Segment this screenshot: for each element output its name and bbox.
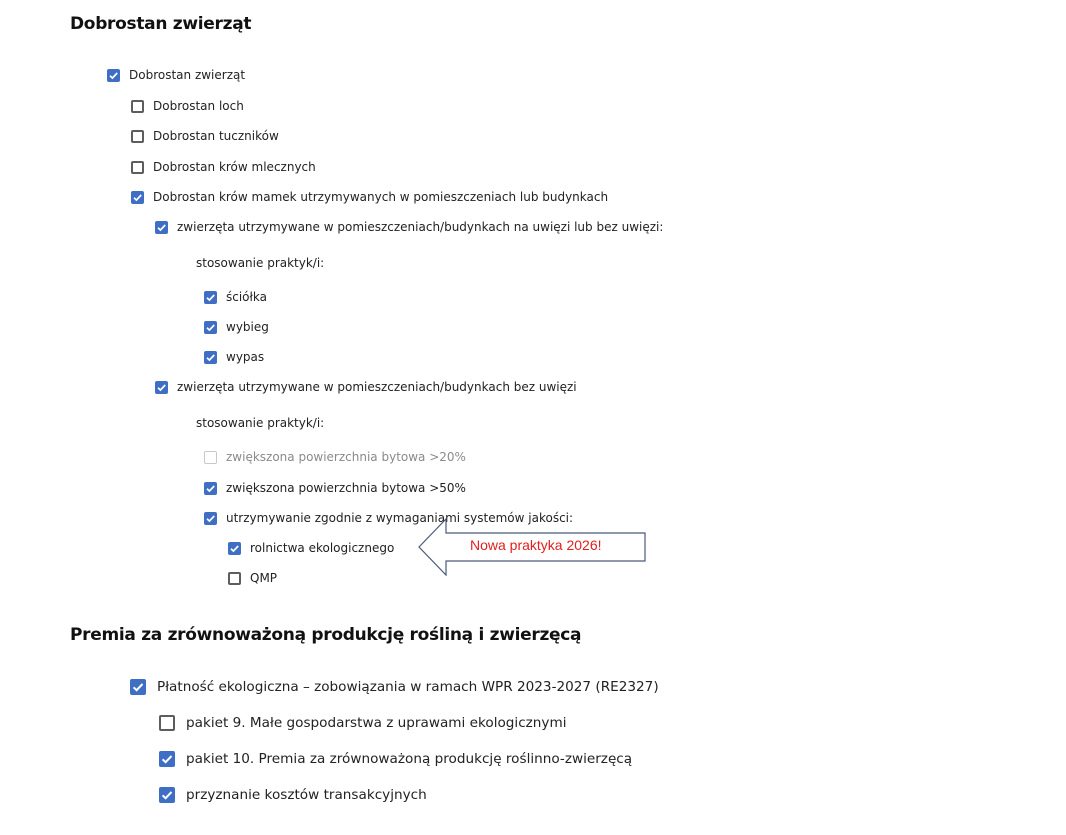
checkbox-checked-icon[interactable] — [107, 69, 120, 82]
checkbox-label: rolnictwa ekologicznego — [250, 541, 395, 555]
checkbox-label: Dobrostan tuczników — [153, 129, 279, 143]
checkbox-row-qmp[interactable] — [228, 571, 277, 585]
checkbox-label: Dobrostan krów mamek utrzymywanych w pomieszczeniach lub budynkach — [153, 190, 609, 204]
checkbox-checked-icon[interactable] — [155, 221, 168, 234]
checkbox-row-space-50[interactable] — [204, 481, 466, 495]
checkbox-label: zwiększona powierzchnia bytowa >50% — [226, 481, 466, 495]
checkbox-checked-icon[interactable] — [204, 321, 217, 334]
checkbox-label: pakiet 10. Premia za zrównoważoną produkcję roślinno-zwierzęcą — [186, 751, 633, 767]
checkbox-checked-icon[interactable] — [130, 679, 146, 695]
checkbox-label: Płatność ekologiczna – zobowiązania w ramach WPR 2023-2027 (RE2327) — [157, 679, 659, 695]
checkbox-label: wypas — [226, 350, 265, 364]
checkbox-empty-icon[interactable] — [159, 715, 175, 731]
checkbox-row-transaction-costs[interactable] — [159, 787, 427, 803]
checkbox-row-untethered[interactable] — [155, 380, 577, 394]
section-title-sustainable-production: Premia za zrównoważoną produkcję rośliną i zwierzęcą — [70, 625, 582, 645]
checkbox-row-bedding[interactable] — [204, 290, 267, 304]
checkbox-checked-icon[interactable] — [204, 351, 217, 364]
checkbox-checked-icon[interactable] — [228, 542, 241, 555]
checkbox-empty-icon[interactable] — [131, 130, 144, 143]
checkbox-empty-icon[interactable] — [228, 572, 241, 585]
checkbox-label: zwierzęta utrzymywane w pomieszczeniach/budynkach bez uwięzi — [177, 380, 577, 394]
checkbox-empty-icon[interactable] — [131, 100, 144, 113]
checkbox-checked-icon[interactable] — [204, 291, 217, 304]
checkbox-checked-icon[interactable] — [204, 482, 217, 495]
checkbox-row-paddock[interactable] — [204, 320, 269, 334]
checkbox-row-organic[interactable] — [228, 541, 394, 555]
new-practice-callout — [418, 518, 646, 576]
checkbox-checked-icon[interactable] — [131, 191, 144, 204]
checkbox-row-dairy-cows[interactable] — [131, 160, 316, 174]
checkbox-label: Dobrostan krów mlecznych — [153, 160, 316, 174]
checkbox-row-grazing[interactable] — [204, 350, 264, 364]
checkbox-disabled-icon — [204, 451, 217, 464]
section-title-animal-welfare: Dobrostan zwierząt — [70, 14, 252, 34]
checkbox-label: Dobrostan loch — [153, 99, 244, 113]
checkbox-row-package-9[interactable] — [159, 715, 567, 731]
checkbox-label: utrzymywanie zgodnie z wymaganiami systemów jakości: — [226, 511, 574, 525]
checkbox-label: QMP — [250, 571, 278, 585]
checkbox-label: Dobrostan zwierząt — [129, 68, 246, 82]
callout-text: Nowa praktyka 2026! — [470, 537, 602, 553]
checkbox-label: wybieg — [226, 320, 269, 334]
checkbox-row-tethered-or-not[interactable] — [155, 220, 663, 234]
checkbox-label: zwiększona powierzchnia bytowa >20% — [226, 450, 466, 464]
checkbox-row-suckler-cows[interactable] — [131, 190, 608, 204]
practices-label: stosowanie praktyk/i: — [196, 256, 325, 270]
checkbox-row-animal-welfare[interactable] — [107, 68, 245, 82]
checkbox-row-organic-payment[interactable] — [130, 679, 659, 695]
checkbox-row-package-10[interactable] — [159, 751, 632, 767]
checkbox-label: przyznanie kosztów transakcyjnych — [186, 787, 427, 803]
checkbox-checked-icon[interactable] — [159, 787, 175, 803]
checkbox-label: ściółka — [226, 290, 268, 304]
checkbox-label: zwierzęta utrzymywane w pomieszczeniach/budynkach na uwięzi lub bez uwięzi: — [177, 220, 664, 234]
checkbox-row-sows[interactable] — [131, 99, 244, 113]
checkbox-label: pakiet 9. Małe gospodarstwa z uprawami ekologicznymi — [186, 715, 567, 731]
checkbox-checked-icon[interactable] — [204, 512, 217, 525]
practices-label: stosowanie praktyk/i: — [196, 416, 325, 430]
checkbox-row-fatteners[interactable] — [131, 129, 279, 143]
checkbox-row-space-20 — [204, 450, 466, 464]
checkbox-empty-icon[interactable] — [131, 161, 144, 174]
checkbox-checked-icon[interactable] — [159, 751, 175, 767]
checkbox-checked-icon[interactable] — [155, 381, 168, 394]
